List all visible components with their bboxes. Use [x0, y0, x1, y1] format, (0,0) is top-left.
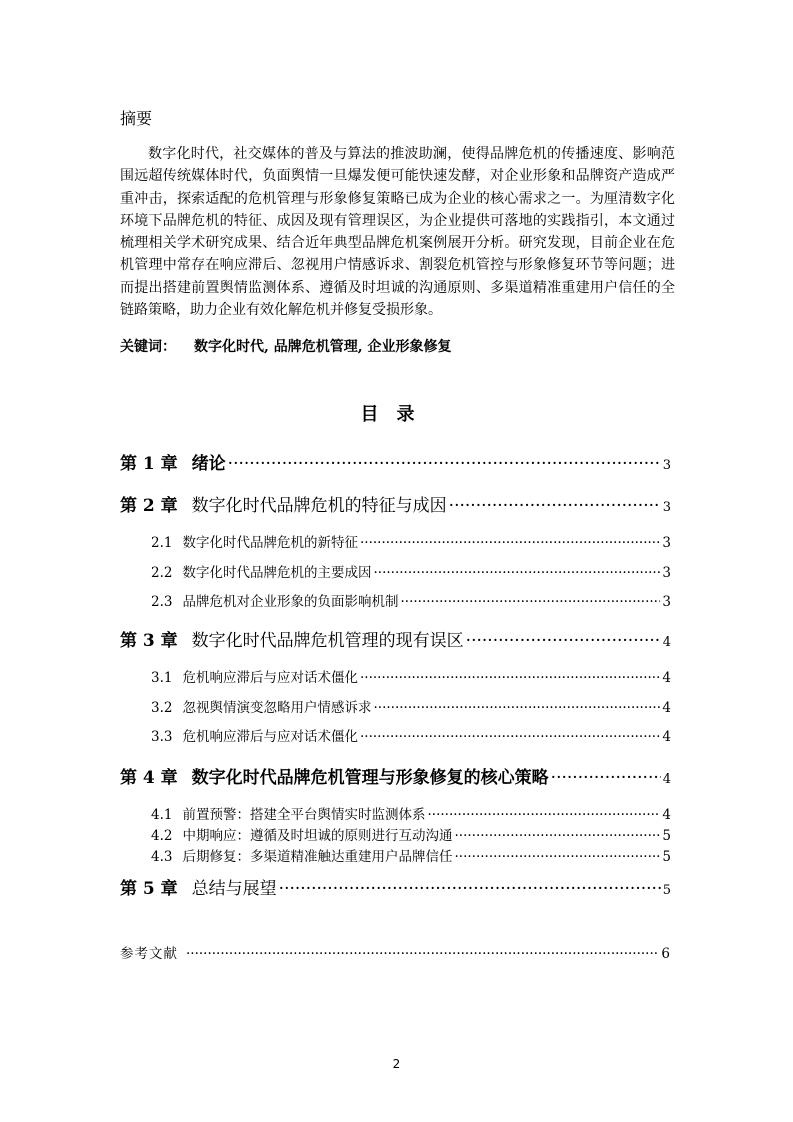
toc-leader-dots: [360, 535, 660, 551]
toc-title: 目录: [360, 404, 433, 425]
toc-section-label: 危机响应滞后与应对话术僵化: [182, 729, 358, 745]
toc-entry-3-2[interactable]: [151, 696, 671, 716]
toc-entry-2-2[interactable]: [151, 561, 671, 581]
toc-section-label: 忽视舆情演变忽略用户情感诉求: [182, 700, 372, 716]
keywords-line: [120, 336, 452, 356]
toc-references-label: 参考文献: [120, 946, 178, 962]
toc-page-number: 5: [662, 883, 671, 898]
toc-entry-4-1[interactable]: [151, 803, 671, 823]
toc-leader-dots: [228, 454, 661, 474]
toc-page-number: 5: [662, 828, 671, 844]
toc-section-label: 危机响应滞后与应对话术僵化: [182, 670, 358, 686]
toc-chapter-number: 第 4 章: [120, 768, 178, 788]
toc-section-number: 4.3: [151, 849, 173, 865]
toc-page-number: 3: [662, 458, 671, 473]
toc-section-label: 后期修复：多渠道精准触达重建用户品牌信任: [182, 849, 453, 865]
toc-section-number: 4.1: [151, 807, 173, 823]
toc-chapter-number: 第 1 章: [120, 454, 178, 474]
toc-page-number: 4: [662, 729, 671, 745]
toc-leader-dots: [360, 670, 660, 686]
toc-entry-3-3[interactable]: [151, 725, 671, 745]
abstract-heading: 摘要: [120, 109, 153, 128]
keywords-text: 数字化时代, 品牌危机管理, 企业形象修复: [194, 339, 452, 355]
toc-entry-2-3[interactable]: [151, 590, 671, 610]
toc-leader-dots: [373, 700, 660, 716]
toc-page-number: 4: [662, 772, 671, 787]
toc-page-number: 5: [662, 849, 671, 865]
toc-page-number: 4: [662, 635, 671, 650]
toc-leader-dots: [360, 729, 660, 745]
toc-page-number: 3: [662, 594, 671, 610]
toc-leader-dots: [466, 631, 661, 651]
toc-entry-ch2[interactable]: [120, 491, 671, 516]
toc-entry-ch5[interactable]: [120, 874, 671, 899]
toc-leader-dots: [279, 879, 661, 899]
toc-leader-dots: [454, 828, 660, 844]
toc-entry-ch4[interactable]: [120, 763, 671, 788]
toc-leader-dots: [186, 946, 659, 962]
toc-section-number: 2.3: [151, 594, 173, 610]
toc-entry-ch1[interactable]: [120, 449, 671, 474]
toc-chapter-label: 数字化时代品牌危机管理与形象修复的核心策略: [191, 768, 549, 788]
keywords-label: 关键词：: [120, 339, 176, 355]
toc-section-label: 前置预警：搭建全平台舆情实时监测体系: [182, 807, 426, 823]
toc-chapter-label: 总结与展望: [191, 879, 277, 899]
toc-chapter-number: 第 5 章: [120, 879, 178, 899]
toc-page-number: 4: [662, 700, 671, 716]
page-number: 2: [392, 1057, 401, 1071]
toc-section-number: 3.1: [151, 670, 173, 686]
toc-leader-dots: [551, 768, 661, 788]
toc-section-number: 3.2: [151, 700, 173, 716]
abstract-body: [120, 143, 675, 321]
abstract-paragraph: 数字化时代，社交媒体的普及与算法的推波助澜，使得品牌危机的传播速度、影响范围远超传统媒体时代，负面舆情一旦爆发便可能快速发酵，对企业形象和品牌资产造成严重冲击，探索适配的危机管理与形象修复策略已成为企业的核心需求之一。为厘清数字化环境下品牌危机的特征、成因及现有管理误区，为企业提供可落地的实践指引，本文通过梳理相关学术研究成果、结合近年典型品牌危机案例展开分析。研究发现，目前企业在危机管理中常存在响应滞后、忽视用户情感诉求、割裂危机管控与形象修复环节等问题；进而提出搭建前置舆情监测体系、遵循及时坦诚的沟通原则、多渠道精准重建用户信任的全链路策略，助力企业有效化解危机并修复受损形象。: [120, 146, 675, 319]
toc-entry-3-1[interactable]: [151, 666, 671, 686]
toc-section-number: 3.3: [151, 729, 173, 745]
toc-chapter-number: 第 2 章: [120, 496, 178, 516]
toc-section-label: 数字化时代品牌危机的主要成因: [182, 565, 372, 581]
toc-entry-4-3[interactable]: [151, 845, 671, 865]
toc-leader-dots: [454, 849, 660, 865]
toc-page-number: 3: [662, 535, 671, 551]
toc-chapter-label: 绪论: [191, 454, 226, 474]
toc-section-number: 4.2: [151, 828, 173, 844]
toc-chapter-number: 第 3 章: [120, 631, 178, 651]
toc-page-number: 4: [662, 670, 671, 686]
toc-chapter-label: 数字化时代品牌危机管理的现有误区: [191, 631, 464, 651]
toc-leader-dots: [449, 496, 661, 516]
toc-leader-dots: [373, 565, 660, 581]
toc-entry-4-2[interactable]: [151, 824, 671, 844]
toc-entry-2-1[interactable]: [151, 531, 671, 551]
toc-page-number: 4: [662, 807, 671, 823]
toc-entry-ch3[interactable]: [120, 626, 671, 651]
toc-section-number: 2.2: [151, 565, 173, 581]
toc-chapter-label: 数字化时代品牌危机的特征与成因: [191, 496, 447, 516]
toc-section-label: 数字化时代品牌危机的新特征: [182, 535, 358, 551]
toc-leader-dots: [400, 594, 660, 610]
toc-page-number: 6: [661, 946, 671, 962]
toc-section-label: 品牌危机对企业形象的负面影响机制: [182, 594, 399, 610]
toc-page-number: 3: [662, 500, 671, 515]
toc-section-label: 中期响应：遵循及时坦诚的原则进行互动沟通: [182, 828, 453, 844]
toc-section-number: 2.1: [151, 535, 173, 551]
toc-page-number: 3: [662, 565, 671, 581]
toc-leader-dots: [427, 807, 660, 823]
toc-entry-references[interactable]: [120, 942, 671, 962]
